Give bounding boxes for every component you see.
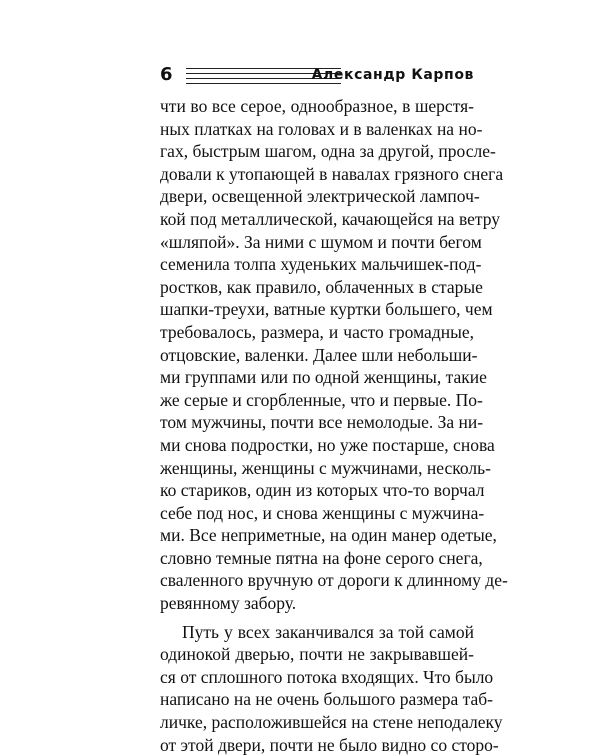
body-text [160, 95, 508, 756]
page-number: 6 [160, 64, 173, 85]
text-line: ми снова подростки, но уже постарше, снова [160, 434, 495, 455]
text-line: требовалось, размера, и часто громадные, [160, 321, 474, 342]
text-line: семенила толпа худеньких мальчишек-под- [160, 254, 482, 275]
text-line: одинокой дверью, почти не закрывавшей- [160, 644, 474, 665]
text-line: ми группами или по одной женщины, такие [160, 367, 487, 388]
page-header [160, 64, 474, 86]
text-line: гах, быстрым шагом, одна за другой, прослe- [160, 141, 496, 162]
text-line: ко стариков, один из которых что-то ворчал [160, 480, 485, 501]
text-line: ми. Все неприметные, на один манер одетые, [160, 525, 497, 546]
text-line: ных платках на головах и в валенках на но- [160, 118, 483, 139]
text-line: довали к утопающей в навалах грязного снега [160, 163, 504, 184]
text-line: словно темные пятна на фоне серого снега, [160, 547, 483, 568]
text-line: отцовские, валенки. Далее шли небольши- [160, 344, 478, 365]
text-line: двери, освещенной электрической лампоч- [160, 186, 480, 207]
text-line: том мужчины, почти все немолодые. За ни- [160, 412, 484, 433]
text-line: «шляпой». За ними с шумом и почти бегом [160, 231, 482, 252]
text-line: личке, расположившейся на стене неподалеку [160, 712, 503, 733]
text-line: ростков, как правило, облаченных в старые [160, 276, 483, 297]
text-line: сваленного вручную от дороги к длинному де- [160, 570, 508, 591]
text-line: написано на не очень большого размера таб- [160, 689, 493, 710]
text-line: женщины, женщины с мужчинами, несколь- [160, 457, 491, 478]
paragraph-2 [160, 621, 503, 756]
text-line: себе под нос, и снова женщины с мужчина- [160, 502, 485, 523]
text-line: от этой двери, почти не было видно со сторо- [160, 734, 499, 755]
text-line: Путь у всех заканчивался за той самой [182, 621, 474, 642]
text-line: кой под металлической, качающейся на ветру [160, 208, 501, 229]
text-line: шапки-треухи, ватные куртки большего, чем [160, 299, 493, 320]
running-title: Александр Карпов [311, 67, 474, 83]
paragraph-1 [160, 95, 508, 615]
text-line: чти во все серое, однообразное, в шерстя- [160, 96, 474, 116]
text-line: ревянному забору. [160, 593, 297, 614]
text-line: же серые и сгорбленные, что и первые. По- [160, 389, 483, 410]
text-line: ся от сплошного потока входящих. Что было [160, 666, 494, 687]
